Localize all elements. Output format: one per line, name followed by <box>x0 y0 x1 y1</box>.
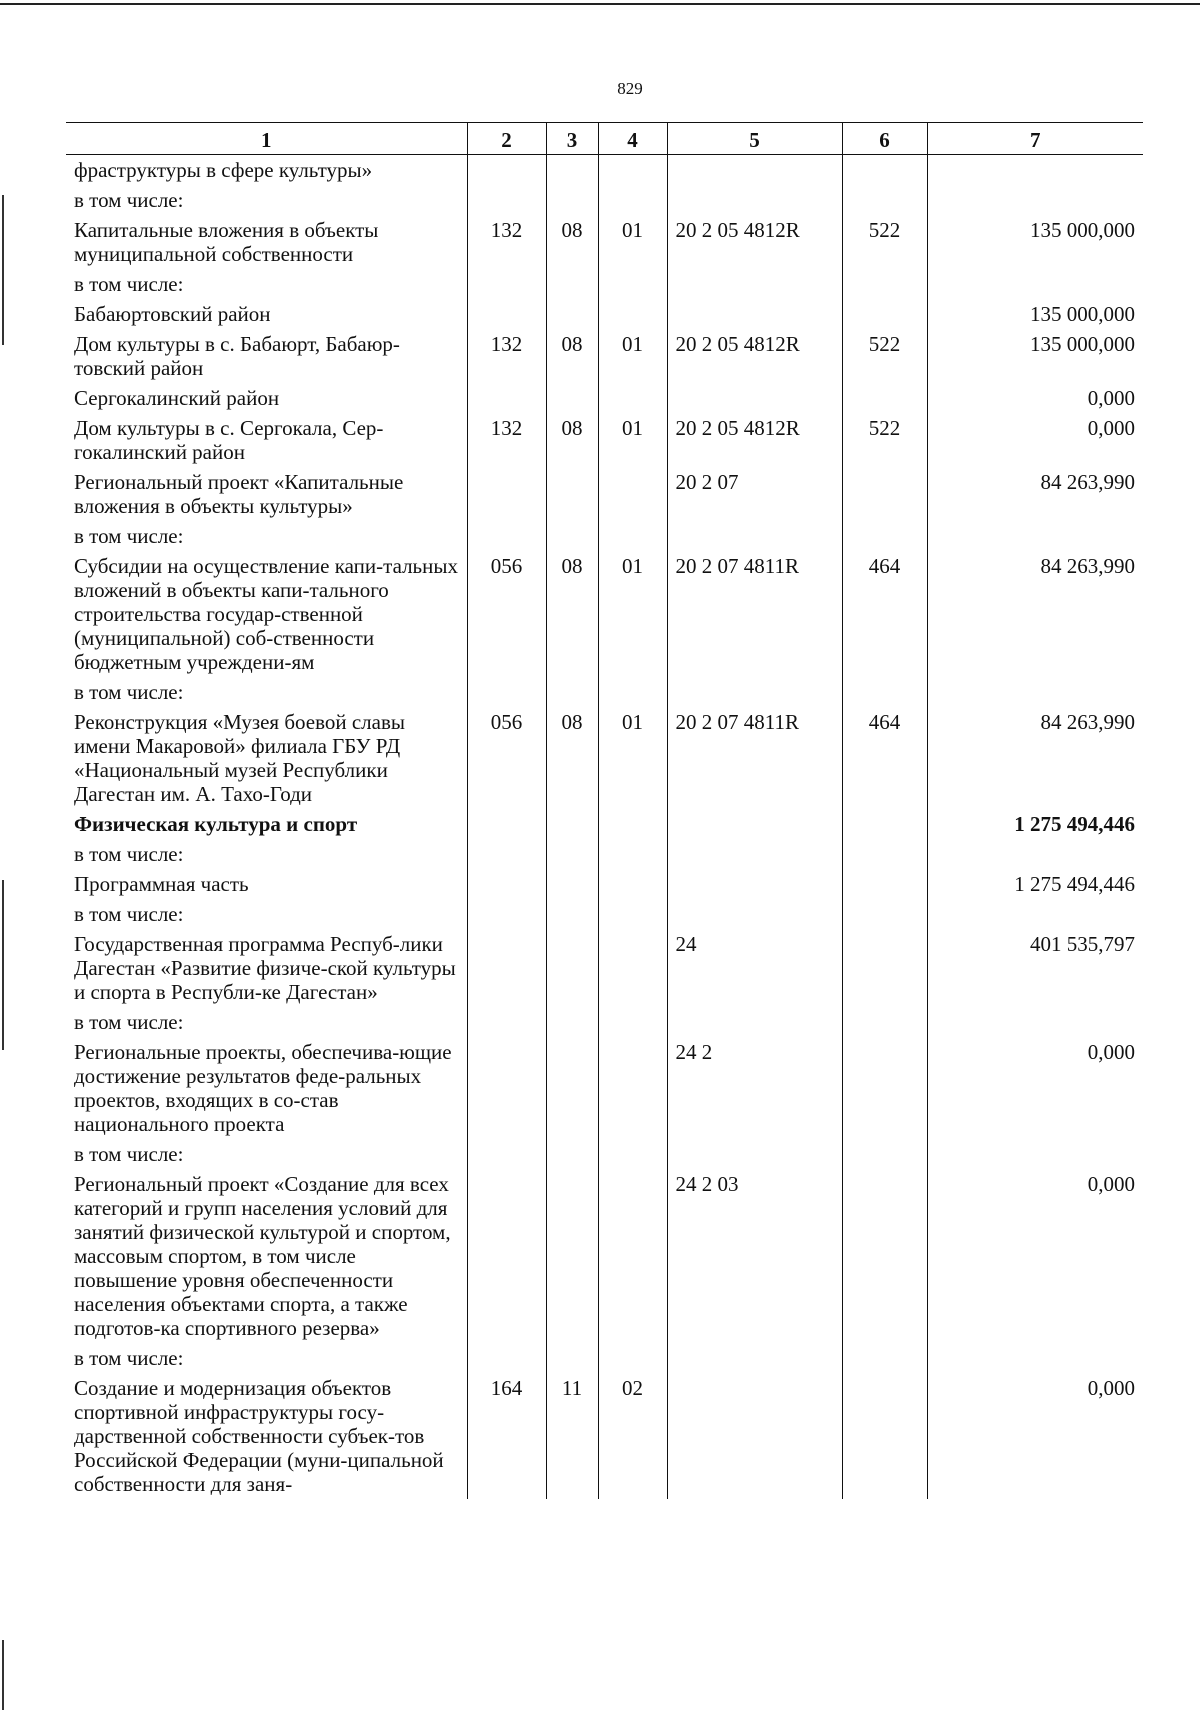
row-target-article-cell: 24 2 <box>667 1037 842 1139</box>
row-code-cell <box>546 869 598 899</box>
row-code-cell <box>546 1343 598 1373</box>
row-code-cell <box>546 521 598 551</box>
table-row <box>66 551 1143 677</box>
row-code-cell: 01 <box>598 551 667 677</box>
row-code-cell: 056 <box>467 551 546 677</box>
row-amount-cell: 135 000,000 <box>927 329 1143 383</box>
row-code-cell: 522 <box>842 329 927 383</box>
scan-margin-mark <box>2 880 4 1050</box>
row-target-article-cell <box>667 1139 842 1169</box>
row-code-cell <box>546 677 598 707</box>
row-code-cell: 08 <box>546 707 598 809</box>
row-code-cell <box>467 155 546 186</box>
row-target-article-cell <box>667 899 842 929</box>
row-name-cell: в том числе: <box>74 902 184 926</box>
row-code-cell <box>842 839 927 869</box>
row-code-cell: 464 <box>842 551 927 677</box>
row-name-cell: Создание и модернизация объектов спортивной инфраструктуры госу-дарственной собственности субъек-тов Российской Федерации (муни-ципальной собственности для заня- <box>74 1376 444 1496</box>
table-row <box>66 215 1143 269</box>
row-code-cell <box>598 809 667 839</box>
row-code-cell <box>598 467 667 521</box>
row-code-cell <box>546 809 598 839</box>
row-target-article-cell: 20 2 07 4811R <box>667 551 842 677</box>
column-header: 5 <box>667 123 842 155</box>
row-name-cell: в том числе: <box>74 524 184 548</box>
row-name-cell: Региональные проекты, обеспечива-ющие достижение результатов феде-ральных проектов, входящих в со-став национального проекта <box>74 1040 452 1136</box>
table-row <box>66 299 1143 329</box>
row-code-cell <box>842 1373 927 1499</box>
row-name-cell: в том числе: <box>74 272 184 296</box>
row-code-cell <box>842 929 927 1007</box>
row-code-cell: 056 <box>467 707 546 809</box>
row-code-cell <box>842 1007 927 1037</box>
row-code-cell <box>842 1169 927 1343</box>
row-name-cell: Сергокалинский район <box>74 386 280 410</box>
row-code-cell: 08 <box>546 551 598 677</box>
row-amount-cell: 0,000 <box>927 413 1143 467</box>
row-code-cell <box>467 1007 546 1037</box>
column-header: 2 <box>467 123 546 155</box>
row-code-cell <box>598 677 667 707</box>
row-code-cell <box>546 899 598 929</box>
table-row <box>66 155 1143 186</box>
table-row <box>66 839 1143 869</box>
row-code-cell <box>598 929 667 1007</box>
table-row <box>66 413 1143 467</box>
row-amount-cell <box>927 839 1143 869</box>
table-row <box>66 677 1143 707</box>
row-code-cell <box>546 1037 598 1139</box>
table-row <box>66 707 1143 809</box>
row-name-cell: в том числе: <box>74 188 184 212</box>
row-code-cell: 01 <box>598 329 667 383</box>
table-row <box>66 809 1143 839</box>
table-row <box>66 383 1143 413</box>
row-code-cell: 164 <box>467 1373 546 1499</box>
row-code-cell: 132 <box>467 413 546 467</box>
table-row <box>66 899 1143 929</box>
table-row <box>66 1037 1143 1139</box>
row-code-cell <box>842 383 927 413</box>
row-code-cell: 01 <box>598 707 667 809</box>
row-name-cell: Государственная программа Респуб-лики Дагестан «Развитие физиче-ской культуры и спорта в Республи-ке Дагестан» <box>74 932 456 1004</box>
column-header: 7 <box>927 123 1143 155</box>
row-name-cell: Дом культуры в с. Сергокала, Сер-гокалинский район <box>74 416 384 464</box>
row-code-cell <box>467 839 546 869</box>
scan-edge-line <box>0 3 1200 5</box>
budget-table <box>66 122 1143 1499</box>
row-code-cell <box>842 521 927 551</box>
table-row <box>66 929 1143 1007</box>
row-target-article-cell: 24 <box>667 929 842 1007</box>
row-code-cell <box>546 299 598 329</box>
table-row <box>66 1007 1143 1037</box>
row-code-cell <box>467 1343 546 1373</box>
row-code-cell <box>842 677 927 707</box>
row-name-cell: Физическая культура и спорт <box>74 812 358 836</box>
row-code-cell <box>598 269 667 299</box>
scan-margin-mark <box>2 1640 4 1710</box>
row-code-cell: 01 <box>598 215 667 269</box>
row-target-article-cell <box>667 809 842 839</box>
row-amount-cell <box>927 1343 1143 1373</box>
row-amount-cell: 1 275 494,446 <box>927 869 1143 899</box>
row-code-cell <box>467 299 546 329</box>
table-row <box>66 1169 1143 1343</box>
row-amount-cell: 0,000 <box>927 383 1143 413</box>
column-header: 1 <box>66 123 467 155</box>
row-name-cell: Региональный проект «Капитальные вложения в объекты культуры» <box>74 470 404 518</box>
row-amount-cell <box>927 1007 1143 1037</box>
row-name-cell: Субсидии на осуществление капи-тальных вложений в объекты капи-тального строительства государ-ственной (муниципальной) соб-ственности бюджетным учреждени-ям <box>74 554 458 674</box>
row-code-cell <box>842 467 927 521</box>
row-code-cell <box>467 929 546 1007</box>
row-amount-cell: 84 263,990 <box>927 551 1143 677</box>
row-target-article-cell <box>667 1373 842 1499</box>
row-code-cell <box>546 383 598 413</box>
row-target-article-cell <box>667 299 842 329</box>
row-code-cell <box>842 809 927 839</box>
row-name-cell: фраструктуры в сфере культуры» <box>74 158 373 182</box>
row-target-article-cell <box>667 677 842 707</box>
row-code-cell <box>842 1343 927 1373</box>
row-target-article-cell <box>667 269 842 299</box>
row-code-cell <box>467 1169 546 1343</box>
page-number: 829 <box>617 79 643 98</box>
row-code-cell <box>467 1139 546 1169</box>
row-code-cell: 522 <box>842 215 927 269</box>
row-name-cell: в том числе: <box>74 1346 184 1370</box>
row-code-cell <box>598 1007 667 1037</box>
row-code-cell <box>546 269 598 299</box>
row-target-article-cell: 20 2 05 4812R <box>667 215 842 269</box>
row-code-cell <box>546 1139 598 1169</box>
table-row <box>66 185 1143 215</box>
table-body <box>66 155 1143 1500</box>
row-code-cell <box>546 185 598 215</box>
row-code-cell <box>598 1343 667 1373</box>
row-code-cell <box>598 899 667 929</box>
row-code-cell: 02 <box>598 1373 667 1499</box>
row-name-cell: Капитальные вложения в объекты муниципальной собственности <box>74 218 379 266</box>
row-amount-cell <box>927 269 1143 299</box>
row-code-cell <box>842 155 927 186</box>
row-amount-cell: 1 275 494,446 <box>927 809 1143 839</box>
row-target-article-cell <box>667 1007 842 1037</box>
row-code-cell <box>598 155 667 186</box>
row-amount-cell: 0,000 <box>927 1037 1143 1139</box>
row-amount-cell <box>927 677 1143 707</box>
row-target-article-cell <box>667 185 842 215</box>
row-code-cell: 11 <box>546 1373 598 1499</box>
row-name-cell: Программная часть <box>74 872 249 896</box>
row-amount-cell <box>927 1139 1143 1169</box>
row-name-cell: в том числе: <box>74 680 184 704</box>
row-target-article-cell <box>667 869 842 899</box>
row-name-cell: Дом культуры в с. Бабаюрт, Бабаюр-товский район <box>74 332 400 380</box>
row-code-cell <box>467 467 546 521</box>
row-code-cell <box>842 1139 927 1169</box>
row-code-cell <box>467 1037 546 1139</box>
row-target-article-cell <box>667 1343 842 1373</box>
row-code-cell: 08 <box>546 329 598 383</box>
row-name-cell: Региональный проект «Создание для всех категорий и групп населения условий для занятий физической культурой и спортом, массовым спортом, в том числе повышение уровня обеспеченности населения объектами спорта, а также подготов-ка спортивного резерва» <box>74 1172 451 1340</box>
table-row <box>66 1373 1143 1499</box>
column-header: 6 <box>842 123 927 155</box>
row-code-cell: 132 <box>467 215 546 269</box>
row-code-cell <box>546 155 598 186</box>
table-row <box>66 467 1143 521</box>
row-amount-cell <box>927 185 1143 215</box>
row-code-cell <box>467 269 546 299</box>
row-amount-cell: 401 535,797 <box>927 929 1143 1007</box>
table-row <box>66 329 1143 383</box>
row-code-cell <box>598 839 667 869</box>
row-code-cell <box>598 185 667 215</box>
row-name-cell: в том числе: <box>74 1010 184 1034</box>
row-code-cell <box>467 677 546 707</box>
row-target-article-cell: 20 2 05 4812R <box>667 329 842 383</box>
row-code-cell: 132 <box>467 329 546 383</box>
column-header: 3 <box>546 123 598 155</box>
table-row <box>66 1343 1143 1373</box>
row-amount-cell: 135 000,000 <box>927 215 1143 269</box>
row-target-article-cell: 20 2 07 <box>667 467 842 521</box>
table-row <box>66 1139 1143 1169</box>
row-code-cell <box>598 1169 667 1343</box>
row-code-cell <box>467 869 546 899</box>
row-code-cell <box>598 1037 667 1139</box>
row-name-cell: Реконструкция «Музея боевой славы имени Макаровой» филиала ГБУ РД «Национальный музей Республики Дагестан им. А. Тахо-Годи <box>74 710 406 806</box>
row-code-cell: 08 <box>546 413 598 467</box>
table-row <box>66 869 1143 899</box>
row-code-cell <box>546 1169 598 1343</box>
header-row <box>66 123 1143 155</box>
row-target-article-cell <box>667 521 842 551</box>
row-code-cell: 464 <box>842 707 927 809</box>
row-code-cell <box>598 869 667 899</box>
table-row <box>66 269 1143 299</box>
row-code-cell <box>467 809 546 839</box>
row-amount-cell: 0,000 <box>927 1169 1143 1343</box>
row-code-cell: 08 <box>546 215 598 269</box>
scan-margin-mark <box>2 195 4 345</box>
row-code-cell <box>842 1037 927 1139</box>
row-name-cell: Бабаюртовский район <box>74 302 271 326</box>
row-amount-cell <box>927 899 1143 929</box>
row-code-cell <box>598 299 667 329</box>
row-code-cell <box>842 269 927 299</box>
row-target-article-cell <box>667 383 842 413</box>
row-name-cell: в том числе: <box>74 1142 184 1166</box>
row-code-cell <box>467 383 546 413</box>
row-code-cell <box>598 383 667 413</box>
row-code-cell <box>842 185 927 215</box>
row-code-cell <box>842 869 927 899</box>
row-target-article-cell <box>667 155 842 186</box>
row-code-cell <box>467 899 546 929</box>
row-target-article-cell <box>667 839 842 869</box>
row-amount-cell <box>927 155 1143 186</box>
row-name-cell: в том числе: <box>74 842 184 866</box>
row-target-article-cell: 20 2 05 4812R <box>667 413 842 467</box>
row-target-article-cell: 24 2 03 <box>667 1169 842 1343</box>
table-row <box>66 521 1143 551</box>
row-code-cell <box>842 899 927 929</box>
row-code-cell <box>842 299 927 329</box>
row-amount-cell: 0,000 <box>927 1373 1143 1499</box>
row-code-cell <box>467 185 546 215</box>
row-code-cell: 522 <box>842 413 927 467</box>
row-amount-cell: 135 000,000 <box>927 299 1143 329</box>
row-code-cell: 01 <box>598 413 667 467</box>
row-code-cell <box>467 521 546 551</box>
row-code-cell <box>546 1007 598 1037</box>
row-code-cell <box>546 839 598 869</box>
column-header: 4 <box>598 123 667 155</box>
row-code-cell <box>546 467 598 521</box>
row-amount-cell: 84 263,990 <box>927 707 1143 809</box>
row-amount-cell <box>927 521 1143 551</box>
row-amount-cell: 84 263,990 <box>927 467 1143 521</box>
row-target-article-cell: 20 2 07 4811R <box>667 707 842 809</box>
row-code-cell <box>546 929 598 1007</box>
row-code-cell <box>598 1139 667 1169</box>
row-code-cell <box>598 521 667 551</box>
